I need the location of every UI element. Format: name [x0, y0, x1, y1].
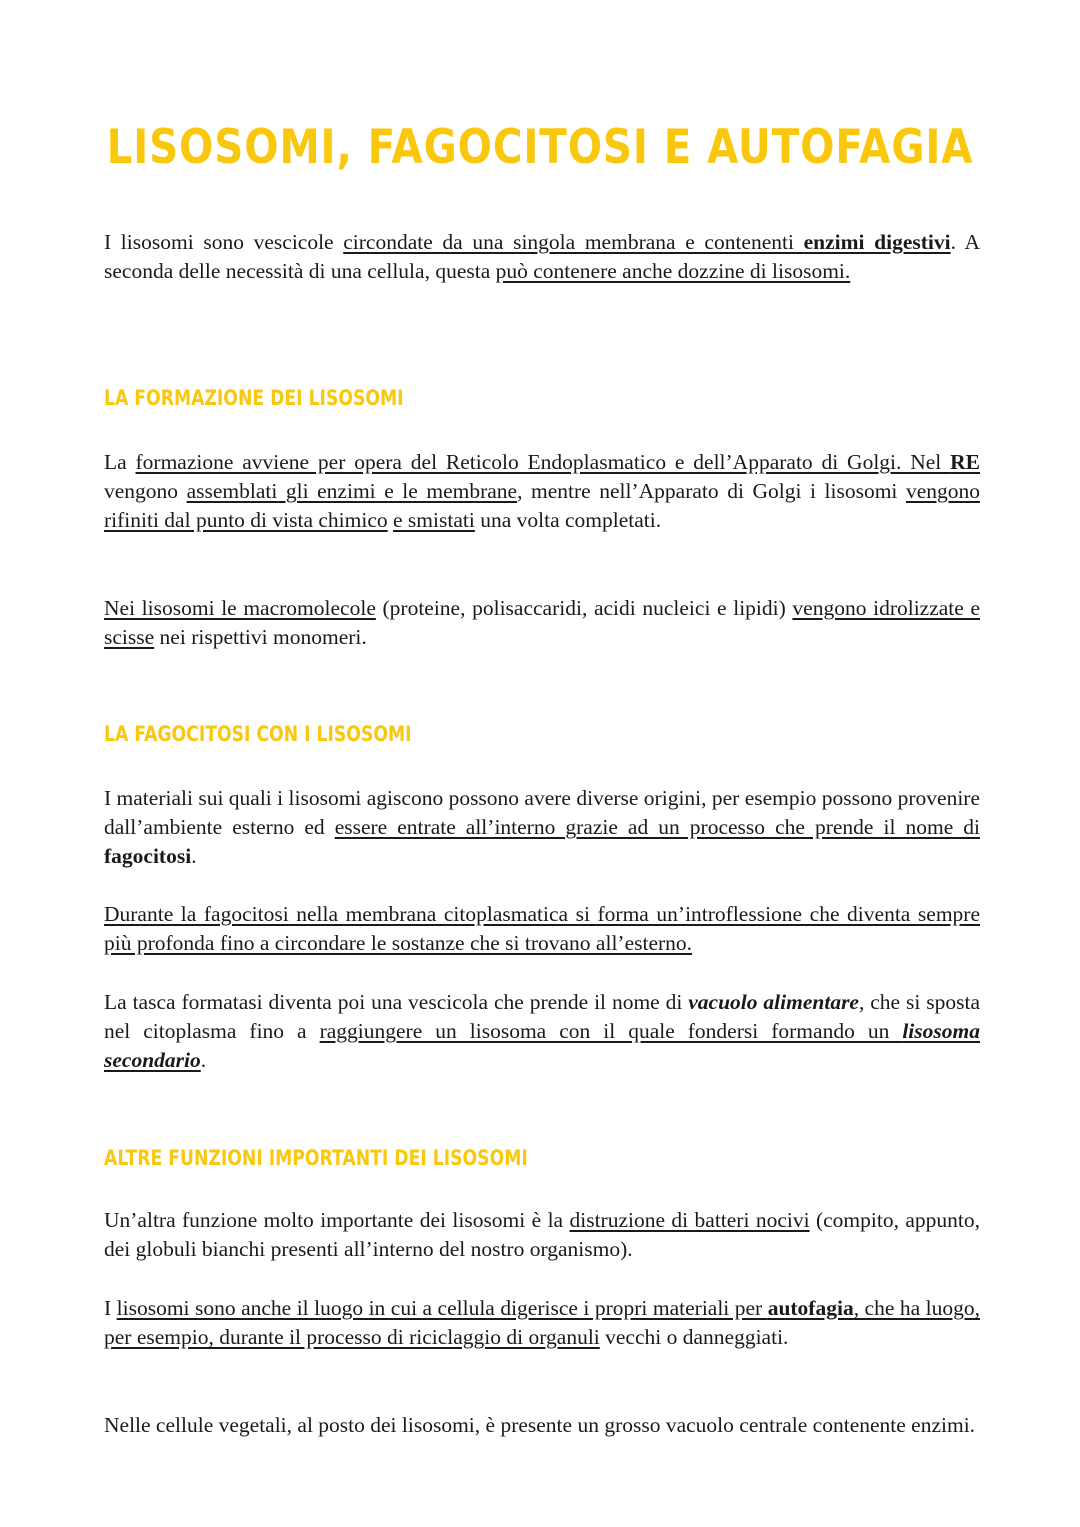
paragraph-macromolecole — [104, 594, 980, 652]
underlined-text: assemblati gli enzimi e le membrane — [186, 479, 518, 504]
underlined-text: , che ha luogo, per esempio, durante il processo di riciclaggio di organuli — [104, 1296, 980, 1350]
paragraph-vegetali — [104, 1411, 980, 1440]
bold-italic-term: lisosoma secondario — [104, 1019, 980, 1073]
bold-term: autofagia — [767, 1296, 854, 1320]
paragraph-formazione — [104, 448, 980, 536]
text: nei rispettivi monomeri. — [154, 625, 367, 650]
section-heading-fagocitosi: LA FAGOCITOSI CON I LISOSOMI — [104, 722, 412, 746]
text: . — [200, 1048, 207, 1073]
section-heading-altre-funzioni: ALTRE FUNZIONI IMPORTANTI DEI LISOSOMI — [104, 1146, 528, 1170]
text: (proteine, polisaccaridi, acidi nucleici e lipidi) — [375, 596, 793, 620]
bold-term: fagocitosi — [104, 844, 192, 869]
underlined-text: Durante la fagocitosi nella membrana citoplasmatica si forma un’introflessione che diventa sempre più profonda fino a circondare le sostanze che si trovano all’esterno. — [104, 902, 980, 956]
paragraph-materiali — [104, 784, 980, 872]
text: La tasca formatasi diventa poi una vescicola che prende il nome di — [104, 990, 689, 1014]
underlined-text: e smistati — [393, 508, 475, 533]
text: . A seconda delle necessità di una cellula, questa — [104, 230, 980, 284]
text: I lisosomi sono vescicole — [104, 230, 344, 254]
text: I materiali sui quali i lisosomi agiscono possono avere diverse origini, per esempio possono provenire dall’ambiente esterno ed — [104, 786, 980, 840]
text: una volta completati. — [474, 508, 662, 533]
underlined-text: lisosomi sono anche il luogo in cui a cellula digerisce i propri materiali per — [116, 1296, 768, 1320]
paragraph-vacuolo — [104, 988, 980, 1076]
paragraph-batteri — [104, 1206, 980, 1264]
underlined-text: può contenere anche dozzine di lisosomi. — [495, 259, 851, 284]
underlined-text: circondate da una singola membrana e contenenti — [343, 230, 804, 254]
text: vecchi o danneggiati. — [599, 1325, 789, 1350]
text: (compito, appunto, dei globuli bianchi presenti all’interno del nostro organismo). — [104, 1208, 980, 1262]
underlined-text: vengono rifiniti dal punto di vista chimico — [104, 479, 980, 533]
text: , che si sposta nel citoplasma fino a — [104, 990, 980, 1044]
underlined-text: vengono idrolizzate e scisse — [104, 596, 980, 650]
underlined-text: raggiungere un lisosoma con il quale fondersi formando un — [319, 1019, 903, 1044]
underlined-text: distruzione di batteri nocivi — [569, 1208, 810, 1232]
text: vengono — [104, 479, 187, 504]
text: I — [104, 1296, 117, 1320]
underlined-text: Nei lisosomi le macromolecole — [104, 596, 376, 620]
text: Nelle cellule vegetali, al posto dei lisosomi, è presente un grosso vacuolo centrale contenente enzimi. — [104, 1413, 976, 1437]
text: Un’altra funzione molto importante dei lisosomi è la — [104, 1208, 570, 1232]
paragraph-intro — [104, 228, 980, 286]
paragraph-autofagia — [104, 1294, 980, 1352]
underlined-text: formazione avviene per opera del Reticolo Endoplasmatico e dell’Apparato di Golgi. Nel — [135, 450, 951, 474]
page-title: LISOSOMI, FAGOCITOSI E AUTOFAGIA — [106, 120, 974, 175]
bold-term: enzimi digestivi — [803, 230, 951, 254]
section-heading-formazione: LA FORMAZIONE DEI LISOSOMI — [104, 386, 404, 410]
underlined-text: essere entrate all’interno grazie ad un processo che prende il nome di — [334, 815, 980, 840]
paragraph-introflessione — [104, 900, 980, 958]
text: La — [104, 450, 136, 474]
bold-term: RE — [950, 450, 980, 474]
text: , mentre nell’Apparato di Golgi i lisosomi — [517, 479, 906, 504]
text: . — [191, 844, 197, 869]
bold-italic-term: vacuolo alimentare — [688, 990, 859, 1014]
